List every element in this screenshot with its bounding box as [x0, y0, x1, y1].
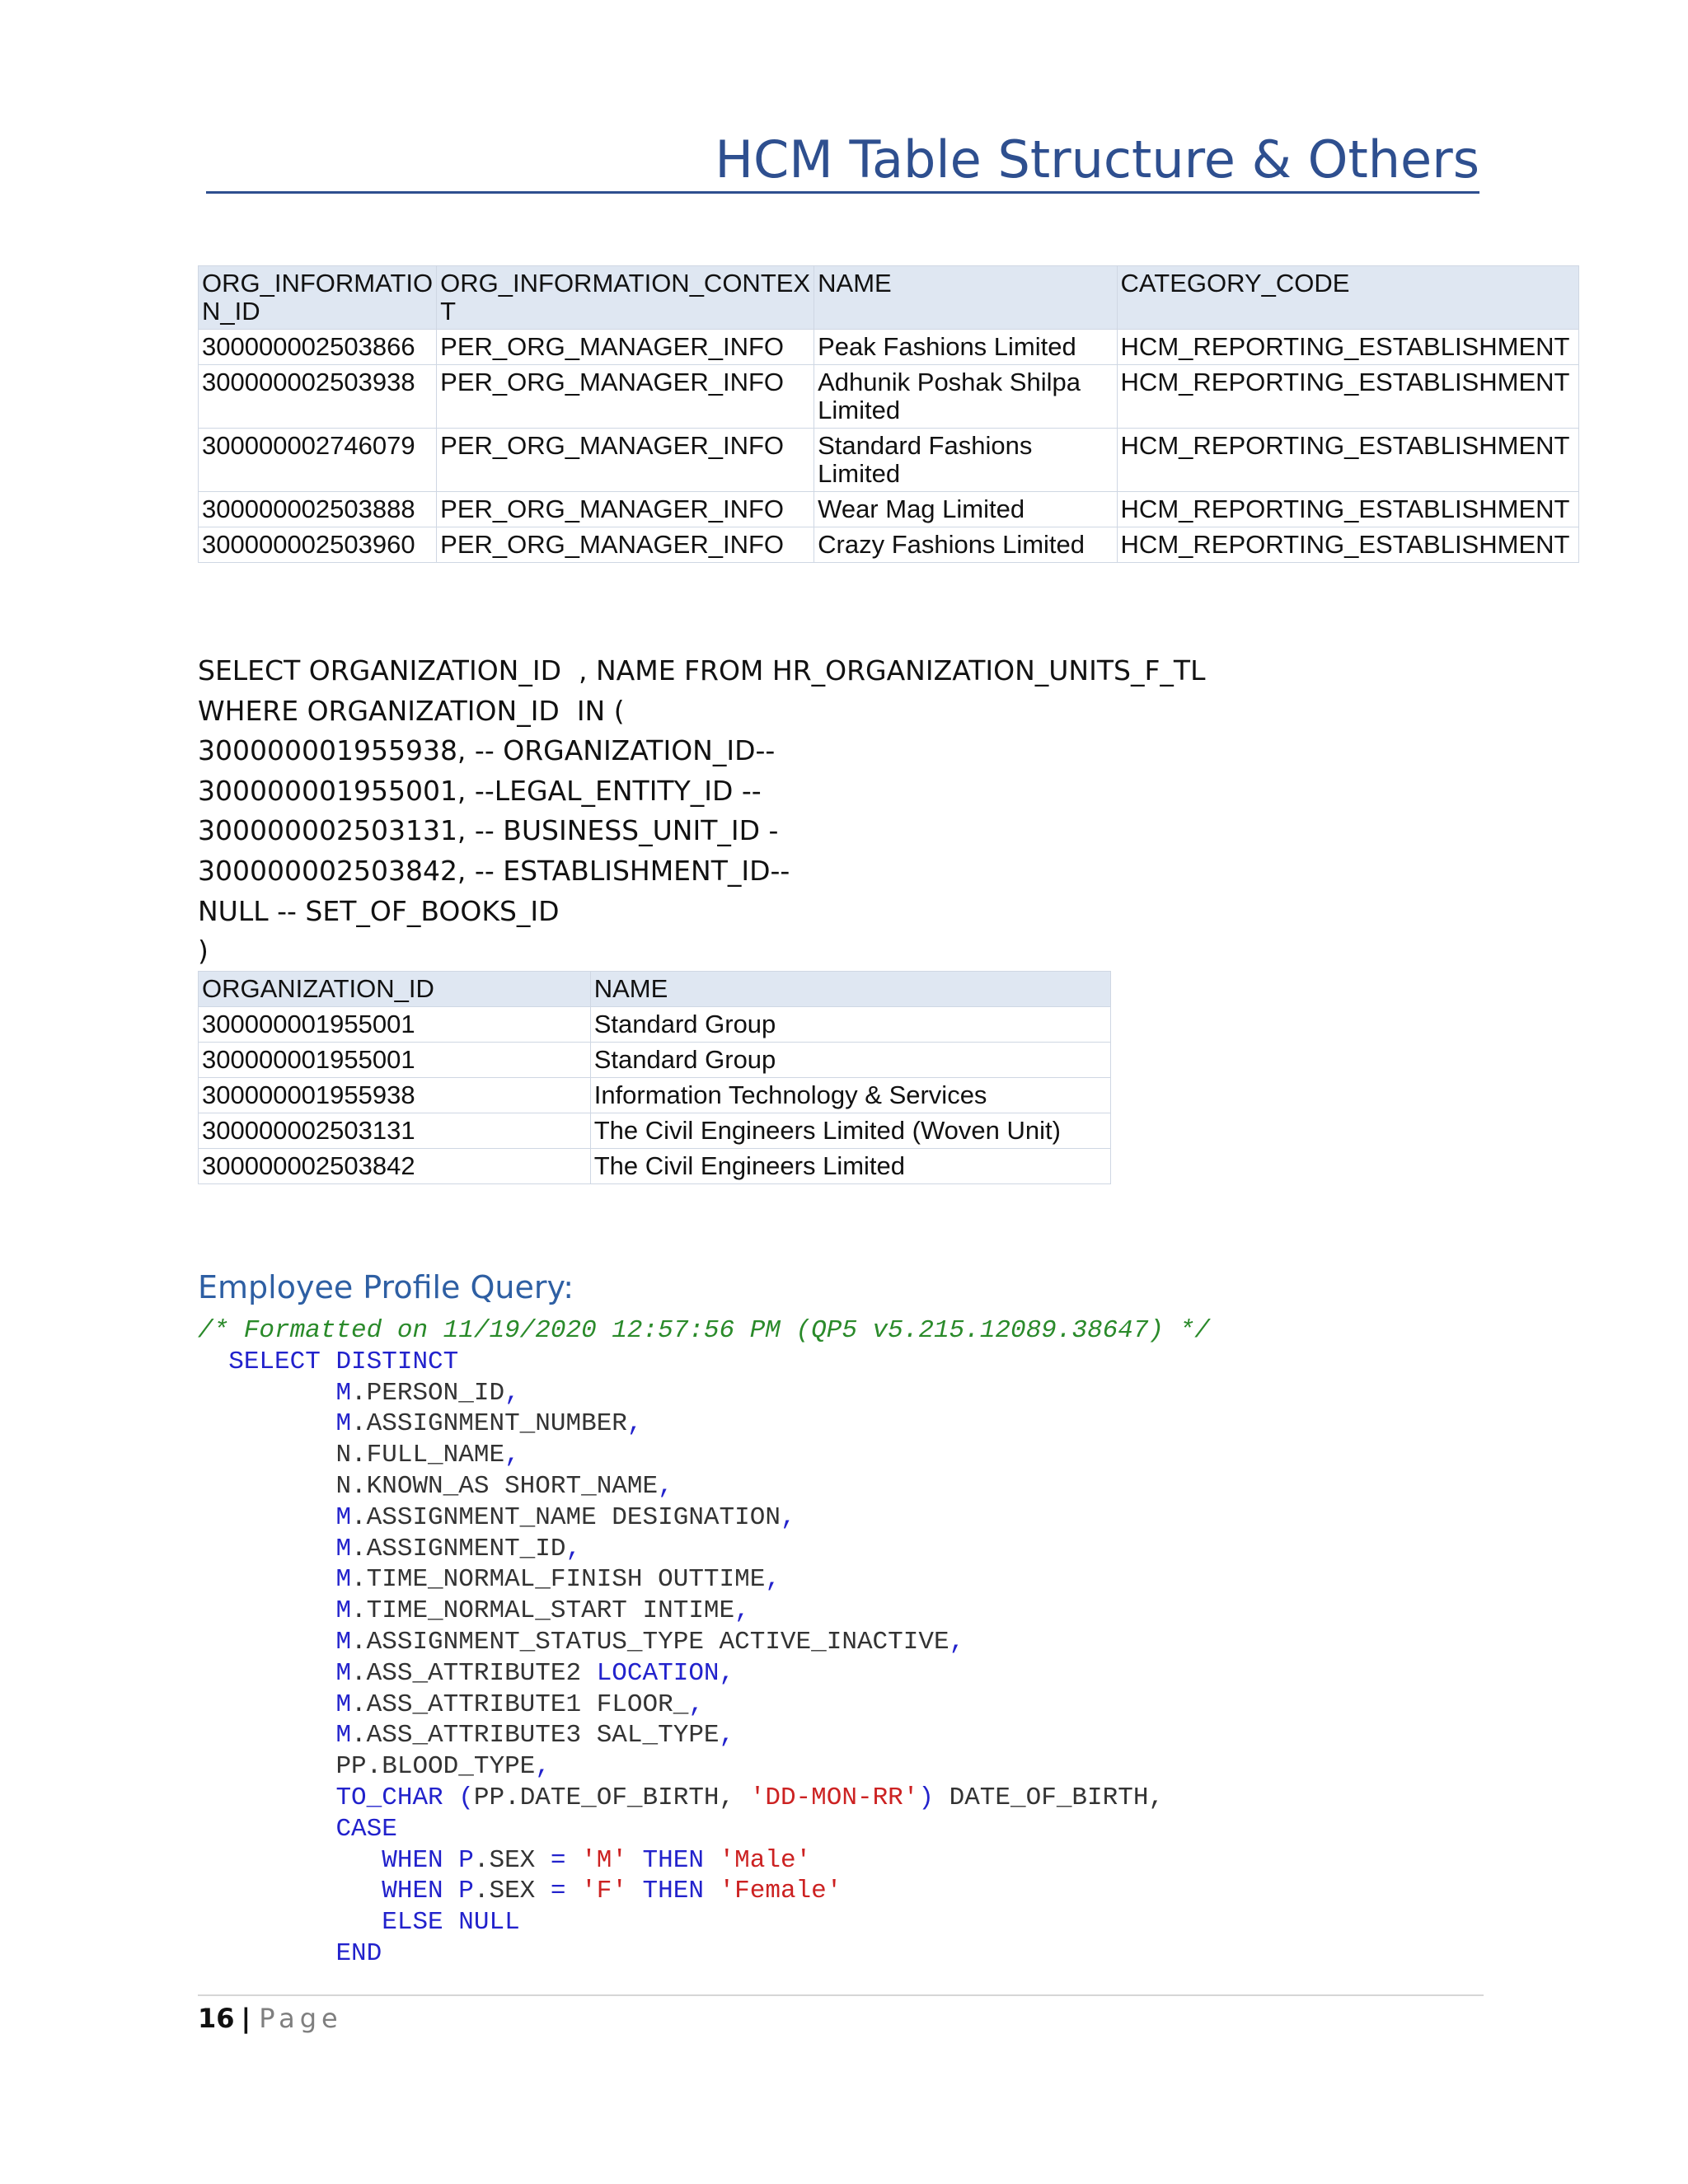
table-cell: Standard Fashions Limited	[814, 429, 1117, 492]
table-cell: Crazy Fashions Limited	[814, 527, 1117, 563]
code-token: M	[335, 1658, 352, 1688]
table-cell: 300000001955938	[199, 1078, 591, 1113]
code-token	[198, 1565, 335, 1594]
code-token: DATE_OF_BIRTH,	[934, 1783, 1165, 1812]
table-cell: Adhunik Poshak Shilpa Limited	[814, 365, 1117, 429]
code-token: LOCATION	[596, 1658, 720, 1688]
code-token: N.FULL_NAME	[335, 1441, 505, 1470]
code-token: .SEX	[473, 1877, 551, 1906]
table-row	[199, 1007, 1111, 1043]
sql-line: WHERE ORGANIZATION_ID IN (	[198, 694, 625, 727]
code-token: ,	[626, 1409, 643, 1439]
table-cell: The Civil Engineers Limited	[590, 1149, 1110, 1184]
code-token	[198, 1596, 335, 1625]
code-token	[198, 1939, 335, 1968]
table-row	[199, 1078, 1111, 1113]
code-token: M	[335, 1534, 352, 1563]
code-token	[443, 1783, 459, 1812]
table-row	[199, 429, 1579, 492]
code-token: ,	[765, 1565, 781, 1595]
sql-line: 300000002503131, -- BUSINESS_UNIT_ID -	[198, 814, 779, 847]
table-cell: PER_ORG_MANAGER_INFO	[437, 330, 814, 365]
code-token: .TIME_NORMAL_FINISH OUTTIME	[351, 1565, 766, 1595]
sql-query-block	[198, 651, 1205, 972]
code-token: WHEN	[382, 1845, 459, 1875]
code-line	[198, 1564, 1210, 1596]
code-line	[198, 1408, 1210, 1440]
table-cell: HCM_REPORTING_ESTABLISHMENT	[1117, 429, 1578, 492]
code-token: 'F'	[581, 1877, 627, 1906]
code-token	[198, 1347, 228, 1376]
sql-line: NULL -- SET_OF_BOOKS_ID	[198, 894, 560, 927]
footer-separator: |	[241, 2003, 251, 2034]
table-cell: HCM_REPORTING_ESTABLISHMENT	[1117, 527, 1578, 563]
table-row	[199, 1113, 1111, 1149]
code-token	[198, 1441, 335, 1469]
code-token	[198, 1721, 335, 1750]
table-cell: 300000002503131	[199, 1113, 591, 1149]
code-token: P	[458, 1845, 474, 1875]
code-token: ,	[719, 1658, 735, 1688]
table-cell: Information Technology & Services	[590, 1078, 1110, 1113]
code-line	[198, 1627, 1210, 1658]
code-token: WHEN	[382, 1877, 459, 1906]
code-token	[198, 1783, 335, 1812]
code-token	[198, 1659, 335, 1688]
code-token: ,	[734, 1596, 750, 1626]
code-line	[198, 1658, 1210, 1690]
code-token: TO_CHAR	[335, 1783, 443, 1812]
sql-line: 300000002503842, -- ESTABLISHMENT_ID--	[198, 854, 790, 887]
code-token	[198, 1379, 335, 1408]
code-line	[198, 1783, 1210, 1814]
page-number: 16	[198, 2003, 235, 2034]
column-header: CATEGORY_CODE	[1117, 266, 1578, 330]
code-token	[198, 1628, 335, 1657]
code-token: SELECT DISTINCT	[228, 1347, 459, 1376]
table-cell: 300000001955001	[199, 1043, 591, 1078]
column-header: NAME	[590, 972, 1110, 1007]
table-cell: 300000002503866	[199, 330, 437, 365]
code-token: )	[918, 1783, 934, 1812]
code-line	[198, 1690, 1210, 1721]
table-row	[199, 527, 1579, 563]
code-token: ,	[949, 1627, 965, 1657]
code-token: M	[335, 1627, 352, 1657]
code-token: ,	[504, 1378, 520, 1408]
table-cell: The Civil Engineers Limited (Woven Unit)	[590, 1113, 1110, 1149]
page-label: Page	[259, 2003, 343, 2034]
code-token: 'Male'	[719, 1845, 812, 1875]
code-token: M	[335, 1721, 352, 1750]
column-header: ORG_INFORMATIO N_ID	[199, 266, 437, 330]
code-token	[198, 1752, 335, 1781]
table-cell: 300000002503842	[199, 1149, 591, 1184]
code-token: END	[335, 1938, 382, 1968]
table-cell: Standard Group	[590, 1007, 1110, 1043]
code-line	[198, 1907, 1210, 1938]
sql-line: )	[198, 935, 209, 968]
employee-profile-heading: Employee Profile Query:	[198, 1269, 574, 1305]
table-cell: PER_ORG_MANAGER_INFO	[437, 492, 814, 527]
header-rule	[206, 191, 1479, 194]
column-header: ORG_INFORMATION_CONTEX T	[437, 266, 814, 330]
code-token: PP.BLOOD_TYPE	[335, 1752, 536, 1782]
table-cell: PER_ORG_MANAGER_INFO	[437, 527, 814, 563]
table-row	[199, 1149, 1111, 1184]
code-token	[198, 1877, 382, 1905]
table-row	[199, 1043, 1111, 1078]
sql-line: 300000001955001, --LEGAL_ENTITY_ID --	[198, 774, 762, 807]
code-token: M	[335, 1409, 352, 1439]
table-row	[199, 330, 1579, 365]
code-token: .ASSIGNMENT_STATUS_TYPE ACTIVE_INACTIVE	[351, 1627, 950, 1657]
code-token: ,	[504, 1441, 520, 1470]
code-token: N.KNOWN_AS SHORT_NAME	[335, 1471, 659, 1501]
code-token	[198, 1535, 335, 1563]
code-line	[198, 1471, 1210, 1502]
code-line	[198, 1315, 1210, 1347]
column-header: NAME	[814, 266, 1117, 330]
code-line	[198, 1845, 1210, 1877]
code-token: .ASS_ATTRIBUTE3 SAL_TYPE	[351, 1721, 720, 1750]
code-token: ,	[780, 1502, 796, 1532]
table-cell: 300000002503888	[199, 492, 437, 527]
code-token	[198, 1409, 335, 1438]
code-token: M	[335, 1502, 352, 1532]
code-token: ,	[658, 1471, 673, 1501]
table-cell: 300000001955001	[199, 1007, 591, 1043]
table-cell: HCM_REPORTING_ESTABLISHMENT	[1117, 365, 1578, 429]
code-token: ELSE NULL	[382, 1908, 520, 1938]
sql-line: 300000001955938, -- ORGANIZATION_ID--	[198, 734, 776, 767]
code-token: /* Formatted on 11/19/2020 12:57:56 PM (QP5 v5.215.12089.38647) */	[198, 1316, 1210, 1345]
code-token: CASE	[335, 1814, 397, 1844]
code-token	[198, 1908, 382, 1937]
table-header-row	[199, 266, 1579, 330]
table-cell: Peak Fashions Limited	[814, 330, 1117, 365]
column-header: ORGANIZATION_ID	[199, 972, 591, 1007]
page-footer	[198, 2003, 343, 2034]
code-token: .ASSIGNMENT_ID	[351, 1534, 566, 1563]
code-line	[198, 1534, 1210, 1565]
code-token: .ASS_ATTRIBUTE2	[351, 1658, 597, 1688]
code-token: .ASSIGNMENT_NAME DESIGNATION	[351, 1502, 781, 1532]
code-token: ,	[565, 1534, 582, 1563]
code-line	[198, 1596, 1210, 1627]
code-token: M	[335, 1378, 352, 1408]
code-token: M	[335, 1690, 352, 1719]
code-line	[198, 1938, 1210, 1970]
code-token: 'Female'	[719, 1877, 842, 1906]
code-token: .PERSON_ID	[351, 1378, 505, 1408]
code-token: =	[550, 1845, 582, 1875]
sql-line: SELECT ORGANIZATION_ID , NAME FROM HR_ORGANIZATION_UNITS_F_TL	[198, 654, 1206, 687]
table-cell: Standard Group	[590, 1043, 1110, 1078]
code-token: .TIME_NORMAL_START INTIME	[351, 1596, 735, 1626]
code-token: 'DD-MON-RR'	[749, 1783, 919, 1812]
code-line	[198, 1751, 1210, 1783]
org-information-table	[198, 265, 1579, 563]
code-token	[198, 1815, 335, 1844]
table-cell: HCM_REPORTING_ESTABLISHMENT	[1117, 330, 1578, 365]
table-header-row	[199, 972, 1111, 1007]
code-line	[198, 1814, 1210, 1845]
table-cell: 300000002503938	[199, 365, 437, 429]
code-token: ,	[719, 1721, 735, 1750]
code-line	[198, 1720, 1210, 1751]
table-body	[199, 1007, 1111, 1184]
code-token: .SEX	[473, 1845, 551, 1875]
code-token	[198, 1846, 382, 1875]
code-line	[198, 1440, 1210, 1471]
code-token: PP.DATE_OF_BIRTH,	[473, 1783, 750, 1812]
code-token	[198, 1690, 335, 1719]
table-cell: 300000002746079	[199, 429, 437, 492]
code-token: ,	[535, 1752, 551, 1782]
table-cell: HCM_REPORTING_ESTABLISHMENT	[1117, 492, 1578, 527]
table-row	[199, 365, 1579, 429]
code-token: THEN	[626, 1845, 720, 1875]
table-row	[199, 492, 1579, 527]
code-line	[198, 1876, 1210, 1907]
table-body	[199, 330, 1579, 563]
code-token: ,	[688, 1690, 704, 1719]
organization-units-table	[198, 971, 1111, 1184]
code-line	[198, 1502, 1210, 1534]
code-token: (	[458, 1783, 474, 1812]
code-token: THEN	[626, 1877, 720, 1906]
page-header-title: HCM Table Structure & Others	[715, 129, 1479, 190]
code-token	[198, 1503, 335, 1532]
code-token	[198, 1472, 335, 1501]
code-token: .ASS_ATTRIBUTE1 FLOOR_	[351, 1690, 689, 1719]
code-line	[198, 1378, 1210, 1409]
code-token: P	[458, 1877, 474, 1906]
table-cell: PER_ORG_MANAGER_INFO	[437, 365, 814, 429]
code-token: M	[335, 1596, 352, 1626]
code-token: M	[335, 1565, 352, 1595]
code-token: 'M'	[581, 1845, 627, 1875]
table-cell: PER_ORG_MANAGER_INFO	[437, 429, 814, 492]
code-line	[198, 1347, 1210, 1378]
table-cell: 300000002503960	[199, 527, 437, 563]
code-token: .ASSIGNMENT_NUMBER	[351, 1409, 627, 1439]
employee-profile-code	[198, 1315, 1210, 1970]
table-cell: Wear Mag Limited	[814, 492, 1117, 527]
footer-rule	[198, 1994, 1484, 1996]
code-token: =	[550, 1877, 582, 1906]
